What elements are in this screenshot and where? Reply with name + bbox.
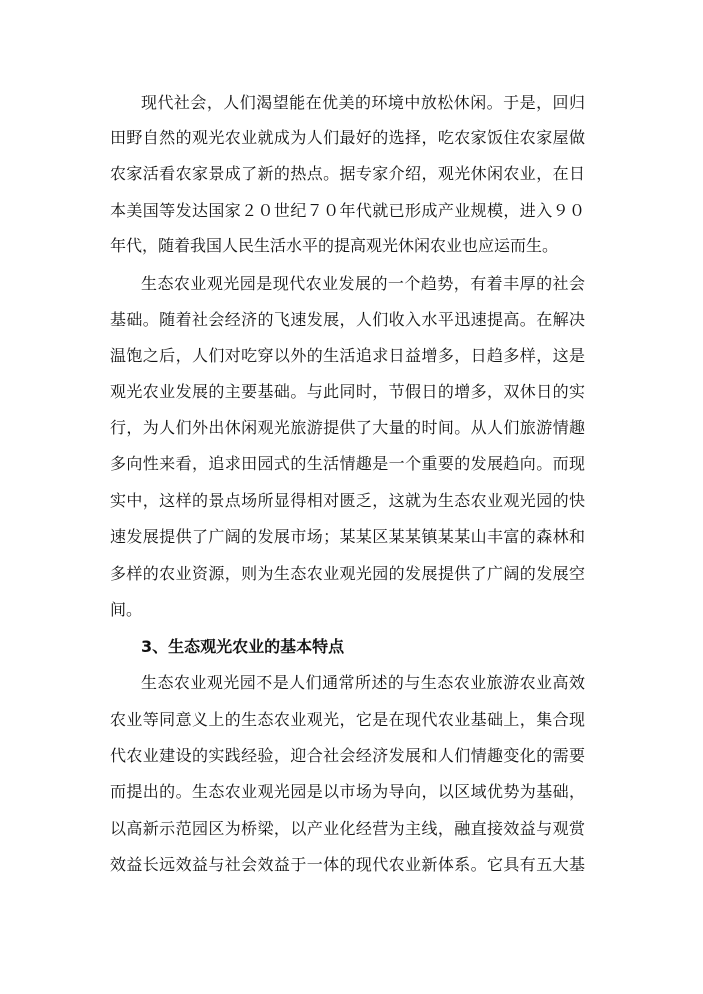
paragraph-2-line-10: 间。 — [110, 600, 143, 619]
paragraph-2-line-6: 多向性来看，追求田园式的生活情趣是一个重要的发展趋向。而现 — [110, 454, 585, 473]
paragraph-1-line-1: 现代社会，人们渴望能在优美的环境中放松休闲。于是，回归 — [141, 93, 585, 112]
paragraph-1-line-3: 农家活看农家景成了新的热点。据专家介绍，观光休闲农业，在日 — [110, 164, 585, 183]
paragraph-3-line-2: 农业等同意义上的生态农业观光，它是在现代农业基础上，集合现 — [110, 710, 585, 729]
paragraph-3-line-6: 效益长远效益与社会效益于一体的现代农业新体系。它具有五大基 — [110, 855, 585, 874]
section-heading: 3、生态观光农业的基本特点 — [141, 637, 345, 656]
paragraph-2-line-5: 行，为人们外出休闲观光旅游提供了大量的时间。从人们旅游情趣 — [110, 418, 585, 437]
paragraph-1-line-5: 年代，随着我国人民生活水平的提高观光休闲农业也应运而生。 — [110, 236, 559, 255]
paragraph-2-line-2: 基础。随着社会经济的飞速发展，人们收入水平迅速提高。在解决 — [110, 310, 585, 329]
paragraph-2-line-3: 温饱之后，人们对吃穿以外的生活追求日益增多，日趋多样，这是 — [110, 346, 585, 365]
paragraph-3-line-1: 生态农业观光园不是人们通常所述的与生态农业旅游农业高效 — [141, 673, 585, 692]
paragraph-3-line-4: 而提出的。生态农业观光园是以市场为导向，以区域优势为基础， — [110, 782, 585, 801]
paragraph-2-line-8: 速发展提供了广阔的发展市场；某某区某某镇某某山丰富的森林和 — [110, 527, 585, 546]
paragraph-3-line-3: 代农业建设的实践经验，迎合社会经济发展和人们情趣变化的需要 — [110, 746, 585, 765]
paragraph-2-line-4: 观光农业发展的主要基础。与此同时，节假日的增多，双休日的实 — [110, 382, 585, 401]
paragraph-3-line-5: 以高新示范园区为桥梁，以产业化经营为主线，融直接效益与观赏 — [110, 819, 585, 838]
paragraph-1-line-2: 田野自然的观光农业就成为人们最好的选择，吃农家饭住农家屋做 — [110, 128, 585, 147]
paragraph-2-line-7: 实中，这样的景点场所显得相对匮乏，这就为生态农业观光园的快 — [110, 491, 585, 510]
paragraph-2-line-9: 多样的农业资源，则为生态农业观光园的发展提供了广阔的发展空 — [110, 564, 585, 583]
paragraph-2-line-1: 生态农业观光园是现代农业发展的一个趋势，有着丰厚的社会 — [141, 274, 585, 293]
paragraph-1-line-4: 本美国等发达国家２０世纪７０年代就已形成产业规模，进入９０ — [110, 201, 585, 220]
